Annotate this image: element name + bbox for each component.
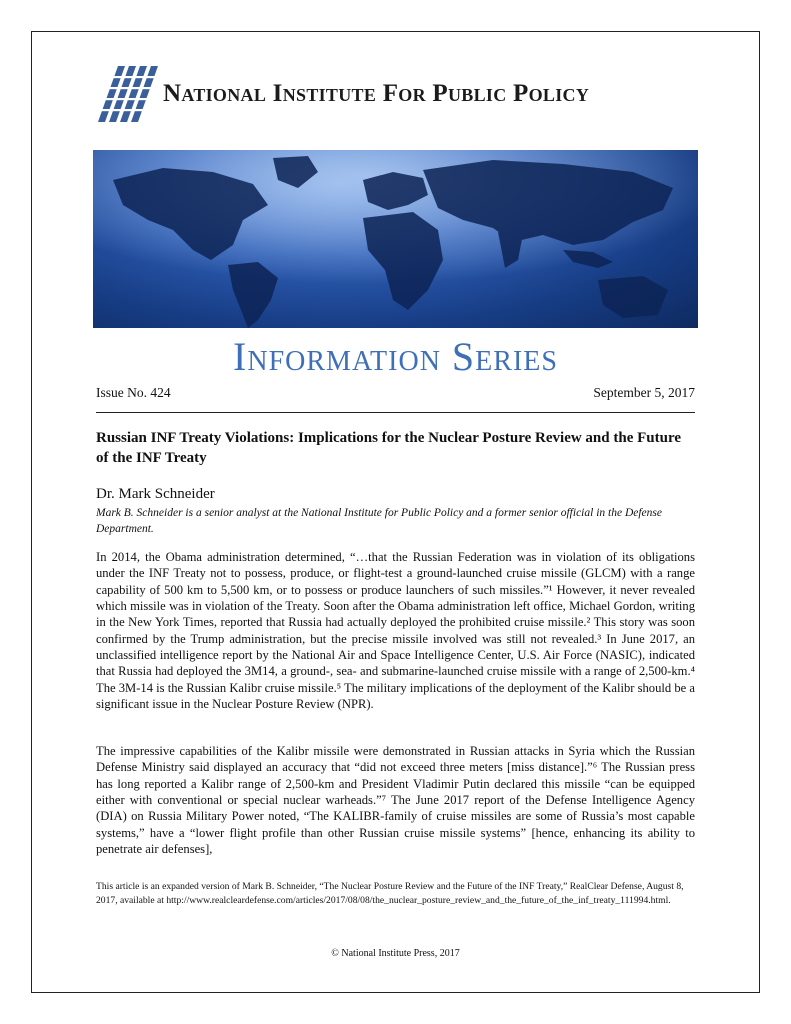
issue-date: September 5, 2017 [593, 385, 695, 400]
series-title: Information Series [233, 334, 558, 379]
author-bio: Mark B. Schneider is a senior analyst at the National Institute for Public Policy and a former senior official in the Defense Department. [96, 507, 662, 535]
author-name: Dr. Mark Schneider [96, 486, 215, 502]
divider [96, 412, 695, 413]
organization-name: National Institute For Public Policy [163, 80, 590, 107]
world-map-icon [93, 150, 698, 328]
body-paragraph: The impressive capabilities of the Kalibr missile were demonstrated in Russian attacks in Syria which the Russian Defense Ministry said displayed an accuracy that “did not exceed three meters [miss distance].”⁶ The Russian press has long reported a Kalibr range of 2,500-km and President Vladimir Putin declared this missile “can be equipped either with conventional or special nuclear warheads.”⁷ The June 2017 report of the Defense Intelligence Agency (DIA) on Russia Military Power noted, “The KALIBR-family of cruise missiles are some of Russia’s most capable systems,” have a “lower flight profile than other Russian cruise missile systems” [hence, enhancing its ability to penetrate air defenses], [96, 744, 695, 857]
footnote: This article is an expanded version of Mark B. Schneider, “The Nuclear Posture Review and the Future of the INF Treaty,” RealClear Defense, August 8, 2017, available at http://www.realcleardefense.com/articles/2017/08/08/the_nuclear_posture_review_and_the_future_of_the_inf_treaty_111994.html. [96, 881, 684, 906]
copyright: © National Institute Press, 2017 [331, 948, 460, 959]
striped-parallelogram-logo-icon [96, 66, 158, 122]
article-title: Russian INF Treaty Violations: Implications for the Nuclear Posture Review and the Future of the INF Treaty [96, 430, 681, 466]
issue-number: Issue No. 424 [96, 385, 171, 400]
body-paragraph: In 2014, the Obama administration determined, “…that the Russian Federation was in violation of its obligations under the INF Treaty not to possess, produce, or flight-test a ground-launched cruise missile (GLCM) with a range capability of 500 km to 5,500 km, or to possess or produce launchers of such missiles.”¹ However, it never revealed which missile was in violation of the Treaty. Soon after the Obama administration left office, Michael Gordon, writing in the New York Times, reported that Russia had actually deployed the prohibited cruise missile.² This story was soon confirmed by the Trump administration, but the precise missile involved was still not revealed.³ In June 2017, an unclassified intelligence report by the National Air and Space Intelligence Center, U.S. Air Force (NASIC), indicated that Russia had deployed the 3M14, a ground-, sea- and submarine-launched cruise missile with a range of 2,500-km.⁴ The 3M-14 is the Russian Kalibr cruise missile.⁵ The military implications of the deployment of the Kalibr should be a significant issue in the Nuclear Posture Review (NPR). [96, 550, 695, 712]
world-map-banner [93, 150, 698, 328]
